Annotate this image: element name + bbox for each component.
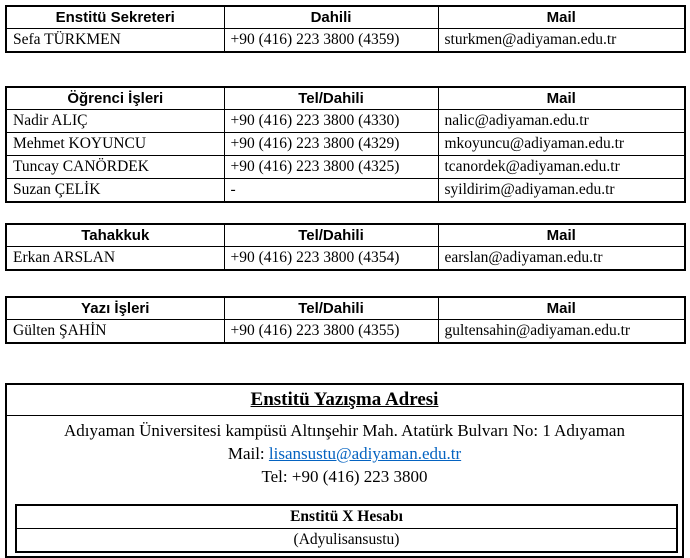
table-row [6,247,685,271]
table-row [6,156,685,179]
mail-label: Mail: [227,444,269,464]
address-line: Adıyaman Üniversitesi kampüsü Altınşehir Mah. Atatürk Bulvarı No: 1 Adıyaman [64,421,625,440]
header-department: Yazı İşleri [6,297,224,320]
spacer [5,53,690,86]
contact-email-cell: gultensahin@adiyaman.edu.tr [438,320,685,344]
contact-phone-cell: +90 (416) 223 3800 (4325) [224,156,438,179]
contact-table-yazi-isleri [5,296,686,344]
spacer [5,271,690,296]
address-body [7,416,682,496]
contact-phone-cell: +90 (416) 223 3800 (4330) [224,110,438,133]
contact-name-cell: Mehmet KOYUNCU [6,133,224,156]
table-row [6,133,685,156]
contact-name-cell: Suzan ÇELİK [6,179,224,203]
contact-phone-cell: +90 (416) 223 3800 (4329) [224,133,438,156]
header-mail: Mail [438,224,685,247]
contact-phone-cell: +90 (416) 223 3800 (4359) [224,29,438,53]
contact-name-cell: Tuncay CANÖRDEK [6,156,224,179]
x-account-title-row [16,505,677,529]
header-department: Öğrenci İşleri [6,87,224,110]
contact-email-cell: tcanordek@adiyaman.edu.tr [438,156,685,179]
table-header-row [6,87,685,110]
header-extension: Tel/Dahili [224,87,438,110]
header-mail: Mail [438,87,685,110]
table-row [6,320,685,344]
header-mail: Mail [438,6,685,29]
header-department: Tahakkuk [6,224,224,247]
header-extension: Tel/Dahili [224,297,438,320]
contact-email-cell: syildirim@adiyaman.edu.tr [438,179,685,203]
tel-line: Tel: +90 (416) 223 3800 [261,467,428,487]
contact-phone-cell: +90 (416) 223 3800 (4354) [224,247,438,271]
x-account-handle: (Adyulisansustu) [16,529,677,553]
table-header-row [6,297,685,320]
contact-name-cell: Nadir ALIÇ [6,110,224,133]
header-department: Enstitü Sekreteri [6,6,224,29]
header-extension: Tel/Dahili [224,224,438,247]
spacer [5,344,690,383]
x-account-table [15,504,678,553]
table-header-row [6,224,685,247]
contact-table-tahakkuk [5,223,686,271]
contact-name-cell: Gülten ŞAHİN [6,320,224,344]
contact-email-cell: earslan@adiyaman.edu.tr [438,247,685,271]
header-extension: Dahili [224,6,438,29]
contact-table-enstitu-sekreteri [5,5,686,53]
contact-name-cell: Erkan ARSLAN [6,247,224,271]
spacer [5,203,690,223]
contact-email-cell: nalic@adiyaman.edu.tr [438,110,685,133]
mail-link[interactable]: lisansustu@adiyaman.edu.tr [268,444,462,464]
contact-phone-cell: +90 (416) 223 3800 (4355) [224,320,438,344]
table-header-row [6,6,685,29]
contact-email-cell: sturkmen@adiyaman.edu.tr [438,29,685,53]
address-box-title-row [7,385,682,416]
x-account-title: Enstitü X Hesabı [16,505,677,529]
address-box [5,383,684,558]
table-row [6,179,685,203]
contact-name-cell: Sefa TÜRKMEN [6,29,224,53]
contact-email-cell: mkoyuncu@adiyaman.edu.tr [438,133,685,156]
address-box-title: Enstitü Yazışma Adresi [250,389,439,410]
contact-phone-cell: - [224,179,438,203]
table-row [6,110,685,133]
header-mail: Mail [438,297,685,320]
table-row [6,29,685,53]
contact-table-ogrenci-isleri [5,86,686,203]
mail-line [11,442,678,465]
